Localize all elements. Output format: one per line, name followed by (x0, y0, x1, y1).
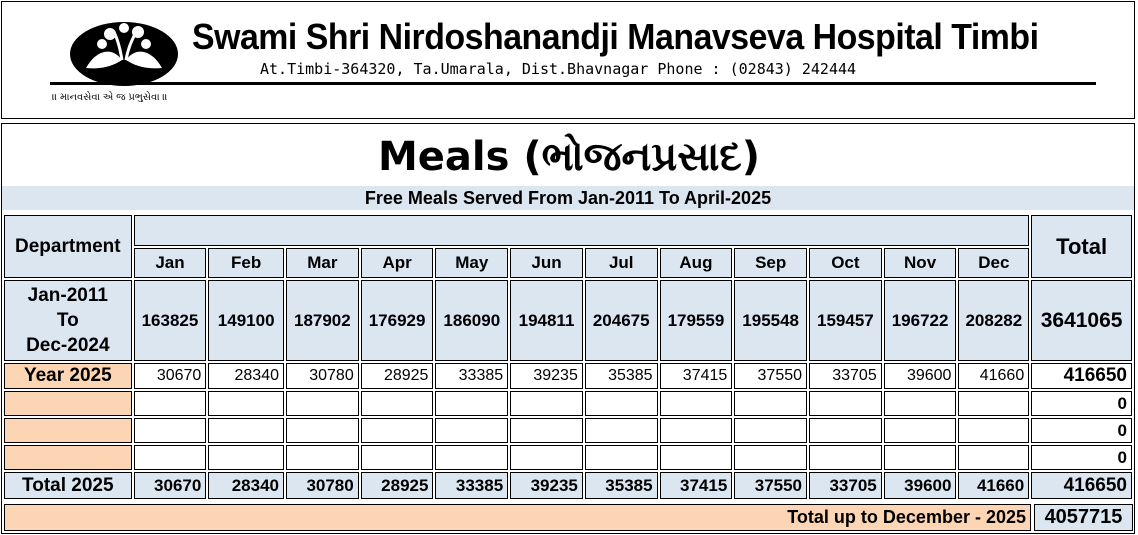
blank-value-cell (958, 445, 1029, 470)
total-2025-row (4, 472, 1132, 499)
blank-value-cell (435, 418, 508, 443)
range-value-cell: 195548 (734, 280, 807, 361)
blank-total-cell: 0 (1031, 418, 1132, 443)
year-2025-label: Year 2025 (4, 363, 132, 389)
month-header: Oct (809, 248, 882, 278)
year-value-cell: 28340 (208, 363, 284, 389)
range-value-cell: 163825 (134, 280, 207, 361)
blank-value-cell (660, 418, 733, 443)
blank-value-cell (809, 445, 882, 470)
sheet-subtitle: Free Meals Served From Jan-2011 To April-2025 (2, 186, 1134, 210)
blank-value-cell (134, 445, 207, 470)
blank-value-cell (585, 391, 658, 416)
blank-value-cell (510, 391, 583, 416)
year-value-cell: 30780 (286, 363, 359, 389)
total-value-cell: 30670 (134, 472, 207, 499)
hospital-name: Swami Shri Nirdoshanandji Manavseva Hospital Timbi (192, 16, 1039, 57)
blank-value-cell (884, 418, 957, 443)
month-header: Dec (958, 248, 1029, 278)
total-value-cell: 35385 (585, 472, 658, 499)
blank-value-cell (510, 445, 583, 470)
blank-value-cell (361, 391, 434, 416)
range-value-cell: 196722 (884, 280, 957, 361)
range-value-cell: 208282 (958, 280, 1029, 361)
hospital-header (1, 1, 1135, 119)
range-value-cell: 176929 (361, 280, 434, 361)
total-value-cell: 39235 (510, 472, 583, 499)
blank-row (4, 418, 1132, 443)
month-header: Mar (286, 248, 359, 278)
month-header: Jul (585, 248, 658, 278)
blank-value-cell (286, 445, 359, 470)
month-header: Sep (734, 248, 807, 278)
range-value-cell: 179559 (660, 280, 733, 361)
total-value-cell: 39600 (884, 472, 957, 499)
blank-value-cell (884, 445, 957, 470)
blank-label-cell (4, 391, 132, 416)
year-value-cell: 33705 (809, 363, 882, 389)
total-value-cell: 37415 (660, 472, 733, 499)
blank-value-cell (809, 391, 882, 416)
blank-value-cell (361, 418, 434, 443)
blank-value-cell (585, 418, 658, 443)
blank-value-cell (134, 418, 207, 443)
range-label-to: To (56, 310, 79, 331)
range-value-cell: 149100 (208, 280, 284, 361)
blank-value-cell (884, 391, 957, 416)
month-header: Nov (884, 248, 957, 278)
blank-total-cell: 0 (1031, 391, 1132, 416)
blank-value-cell (958, 391, 1029, 416)
year-value-cell: 37550 (734, 363, 807, 389)
year-2025-row (4, 363, 1132, 389)
blank-value-cell (208, 391, 284, 416)
year-value-cell: 35385 (585, 363, 658, 389)
blank-value-cell (958, 418, 1029, 443)
month-header-row (4, 248, 1132, 278)
blank-value-cell (510, 418, 583, 443)
range-label-end: Dec-2024 (26, 335, 110, 356)
range-label-start: Jan-2011 (27, 285, 108, 306)
range-value-cell: 186090 (435, 280, 508, 361)
total-value-cell: 33705 (809, 472, 882, 499)
total-header: Total (1031, 215, 1132, 278)
range-total-cell: 3641065 (1031, 280, 1132, 361)
range-value-cell: 204675 (585, 280, 658, 361)
year-value-cell: 30670 (134, 363, 207, 389)
range-value-cell: 194811 (510, 280, 583, 361)
blank-label-cell (4, 418, 132, 443)
blank-label-cell (4, 445, 132, 470)
total-value-cell: 28340 (208, 472, 284, 499)
total-value-cell: 30780 (286, 472, 359, 499)
total-value-cell: 28925 (361, 472, 434, 499)
month-header: Jan (134, 248, 207, 278)
blank-value-cell (208, 418, 284, 443)
range-value-cell: 159457 (809, 280, 882, 361)
year-total-cell: 416650 (1031, 363, 1132, 389)
total-2025-total-cell: 416650 (1031, 472, 1132, 499)
blank-value-cell (286, 391, 359, 416)
month-header: Jun (510, 248, 583, 278)
meals-table (2, 213, 1134, 501)
range-value-cell: 187902 (286, 280, 359, 361)
blank-value-cell (809, 418, 882, 443)
blank-value-cell (435, 391, 508, 416)
blank-value-cell (208, 445, 284, 470)
department-header: Department (4, 215, 132, 278)
range-row (4, 280, 1132, 361)
year-value-cell: 39235 (510, 363, 583, 389)
hospital-address: At.Timbi-364320, Ta.Umarala, Dist.Bhavnagar Phone : (02843) 242444 (260, 60, 857, 78)
year-value-cell: 41660 (958, 363, 1029, 389)
blank-value-cell (660, 391, 733, 416)
total-value-cell: 37550 (734, 472, 807, 499)
total-value-cell: 33385 (435, 472, 508, 499)
blank-value-cell (660, 445, 733, 470)
grand-total-value: 4057715 (1034, 504, 1133, 531)
month-header: Apr (361, 248, 434, 278)
month-group-header (134, 215, 1030, 246)
year-value-cell: 33385 (435, 363, 508, 389)
month-header: Aug (660, 248, 733, 278)
blank-row (4, 445, 1132, 470)
meals-sheet (1, 123, 1135, 534)
blank-value-cell (361, 445, 434, 470)
blank-value-cell (734, 445, 807, 470)
year-value-cell: 28925 (361, 363, 434, 389)
blank-value-cell (734, 418, 807, 443)
total-2025-label: Total 2025 (4, 472, 132, 499)
blank-row (4, 391, 1132, 416)
blank-total-cell: 0 (1031, 445, 1132, 470)
total-value-cell: 41660 (958, 472, 1029, 499)
grand-total-row (2, 502, 1134, 532)
blank-value-cell (734, 391, 807, 416)
blank-value-cell (286, 418, 359, 443)
blank-value-cell (435, 445, 508, 470)
blank-value-cell (585, 445, 658, 470)
sheet-title: Meals (ભોજનપ્રસાદ) (377, 134, 761, 180)
header-divider (50, 82, 1096, 85)
month-header: Feb (208, 248, 284, 278)
hospital-motto: ॥ માનવસેવા એ જ પ્રભુસેવા ॥ (52, 92, 168, 103)
year-value-cell: 39600 (884, 363, 957, 389)
range-label (4, 280, 132, 361)
month-header: May (435, 248, 508, 278)
grand-total-label: Total up to December - 2025 (4, 504, 1031, 531)
year-value-cell: 37415 (660, 363, 733, 389)
blank-value-cell (134, 391, 207, 416)
